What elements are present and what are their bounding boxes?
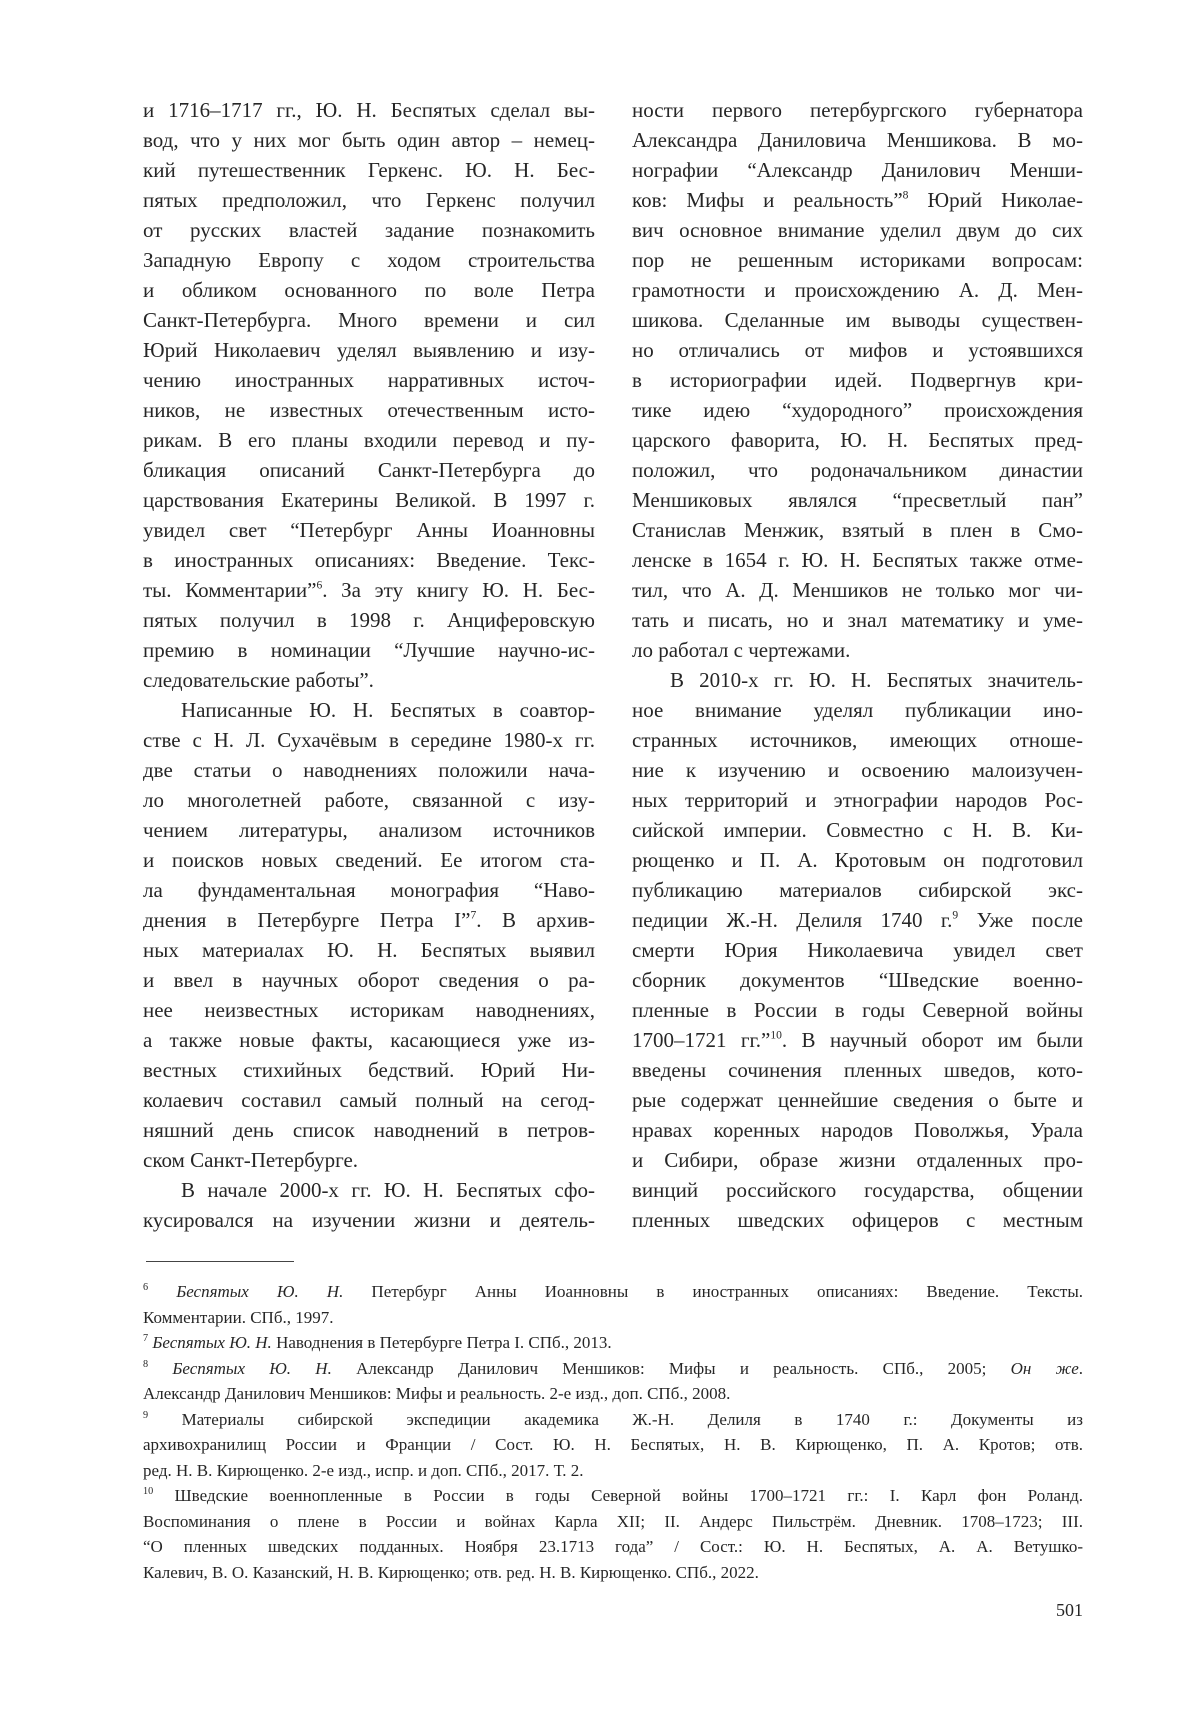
- footnotes: [143, 1279, 1083, 1585]
- text-line: [143, 995, 595, 1025]
- text-line: [143, 1509, 1083, 1535]
- text-run: ском Санкт-Петербурге.: [143, 1148, 358, 1172]
- text-run: Юрий Николаевич уделял выявлению и изу-: [143, 338, 595, 362]
- text-run: “О пленных шведских подданных. Ноября 23.1713 года” / Сост.: Ю. Н. Беспятых, А. А. Ветушко-: [143, 1537, 1083, 1556]
- footnote-ref: 7: [470, 909, 476, 921]
- text-line: [143, 1055, 595, 1085]
- text-line: [632, 185, 1083, 215]
- text-line: [632, 545, 1083, 575]
- text-line: [632, 695, 1083, 725]
- text-line: [632, 1055, 1083, 1085]
- text-line: [143, 1175, 595, 1205]
- text-line: [143, 1356, 1083, 1382]
- text-run: ников, не известных отечественным исто-: [143, 398, 595, 422]
- text-run: в историографии идей. Подвергнув кри-: [632, 368, 1083, 392]
- text-line: [143, 935, 595, 965]
- text-run: винций российского государства, общении: [632, 1178, 1083, 1202]
- text-line: [632, 1205, 1083, 1235]
- text-line: [632, 785, 1083, 815]
- text-line: [143, 1560, 1083, 1586]
- footnote-ref: 7: [143, 1333, 148, 1344]
- text-line: [143, 395, 595, 425]
- text-line: [632, 1175, 1083, 1205]
- text-run: ков: Мифы и реальность”: [632, 188, 903, 212]
- text-run: и обликом основанного по воле Петра: [143, 278, 595, 302]
- text-line: [143, 785, 595, 815]
- text-run: ла фундаментальная монография “Наво-: [143, 878, 595, 902]
- footnote-ref: 6: [143, 1282, 148, 1293]
- text-line: [143, 95, 595, 125]
- text-run: Воспоминания о плене в России и войнах Карла XII; II. Андерс Пильстрём. Дневник. 1708–1723; III.: [143, 1512, 1083, 1531]
- text-line: [632, 1115, 1083, 1145]
- text-run: нее неизвестных историкам наводнениях,: [143, 998, 595, 1022]
- text-run: Шведские военнопленные в России в годы Северной войны 1700–1721 гг.: I. Карл фон Роланд.: [153, 1486, 1083, 1505]
- text-run: Меншиковых являлся “пресветлый пан”: [632, 488, 1083, 512]
- italic-author: Беспятых Ю. Н.: [176, 1282, 343, 1301]
- text-line: [143, 1305, 1083, 1331]
- text-line: [632, 95, 1083, 125]
- text-run: положил, что родоначальником династии: [632, 458, 1083, 482]
- text-line: [143, 1205, 595, 1235]
- text-line: [143, 1330, 1083, 1356]
- text-run: рые содержат ценнейшие сведения о быте и: [632, 1088, 1083, 1112]
- text-run: бликация описаний Санкт-Петербурга до: [143, 458, 595, 482]
- footnote-ref: 8: [903, 189, 909, 201]
- italic-author: Беспятых Ю. Н.: [172, 1359, 331, 1378]
- text-run: но отличались от мифов и устоявшихся: [632, 338, 1083, 362]
- text-line: [143, 245, 595, 275]
- text-run: ты. Комментарии”: [143, 578, 316, 602]
- text-line: [632, 455, 1083, 485]
- text-run: ное внимание уделял публикации ино-: [632, 698, 1083, 722]
- text-line: [143, 605, 595, 635]
- text-run: публикацию материалов сибирской экс-: [632, 878, 1083, 902]
- left-text-column: [143, 95, 595, 1235]
- text-run: Александра Даниловича Меншикова. В мо-: [632, 128, 1083, 152]
- text-run: и поисков новых сведений. Ее итогом ста-: [143, 848, 595, 872]
- text-run: ных материалах Ю. Н. Беспятых выявил: [143, 938, 595, 962]
- text-run: Александр Данилович Меншиков: Мифы и реальность. СПб., 2005;: [332, 1359, 1011, 1378]
- text-line: [143, 365, 595, 395]
- text-run: Петербург Анны Иоанновны в иностранных описаниях: Введение. Тексты.: [343, 1282, 1083, 1301]
- text-run: В начале 2000-х гг. Ю. Н. Беспятых сфо-: [181, 1178, 595, 1202]
- text-line: [632, 965, 1083, 995]
- text-run: колаевич составил самый полный на сегод-: [143, 1088, 595, 1112]
- text-line: [143, 155, 595, 185]
- text-line: [143, 455, 595, 485]
- text-line: [143, 1381, 1083, 1407]
- text-line: [632, 215, 1083, 245]
- text-line: [632, 995, 1083, 1025]
- text-run: нографии “Александр Данилович Менши-: [632, 158, 1083, 182]
- text-run: Уже после: [958, 908, 1083, 932]
- text-run: пятых предположил, что Геркенс получил: [143, 188, 595, 212]
- right-text-column: [632, 95, 1083, 1235]
- text-run: пленные в России в годы Северной войны: [632, 998, 1083, 1022]
- text-run: пятых получил в 1998 г. Анциферовскую: [143, 608, 595, 632]
- text-run: вод, что у них мог быть один автор – немец-: [143, 128, 595, 152]
- text-run: Станислав Менжик, взятый в плен в Смо-: [632, 518, 1083, 542]
- text-line: [143, 125, 595, 155]
- text-line: [143, 845, 595, 875]
- text-run: чению иностранных нарративных источ-: [143, 368, 595, 392]
- text-run: ред. Н. В. Кирющенко. 2-е изд., испр. и доп. СПб., 2017. Т. 2.: [143, 1461, 584, 1480]
- text-line: [143, 755, 595, 785]
- text-line: [632, 515, 1083, 545]
- text-run: сийской империи. Совместно с Н. В. Ки-: [632, 818, 1083, 842]
- text-run: днения в Петербурге Петра I”: [143, 908, 470, 932]
- text-run: грамотности и происхождению А. Д. Мен-: [632, 278, 1083, 302]
- text-run: пор не решенным историками вопросам:: [632, 248, 1083, 272]
- text-line: [632, 905, 1083, 935]
- text-run: ленске в 1654 г. Ю. Н. Беспятых также отме-: [632, 548, 1083, 572]
- text-run: рикам. В его планы входили перевод и пу-: [143, 428, 595, 452]
- text-line: [143, 635, 595, 665]
- text-run: Западную Европу с ходом строительства: [143, 248, 595, 272]
- footnote-ref: 9: [143, 1409, 148, 1420]
- text-line: [143, 665, 595, 695]
- text-run: следовательские работы”.: [143, 668, 374, 692]
- text-line: [143, 1085, 595, 1115]
- text-run: Санкт-Петербурга. Много времени и сил: [143, 308, 595, 332]
- text-run: . За эту книгу Ю. Н. Бес-: [322, 578, 595, 602]
- text-line: [632, 425, 1083, 455]
- text-line: [632, 275, 1083, 305]
- page-number: 501: [1056, 1598, 1083, 1622]
- text-run: вестных стихийных бедствий. Юрий Ни-: [143, 1058, 595, 1082]
- text-run: кусировался на изучении жизни и деятель-: [143, 1208, 595, 1232]
- text-run: няшний день список наводнений в петров-: [143, 1118, 595, 1142]
- text-run: вич основное внимание уделил двум до сих: [632, 218, 1083, 242]
- text-run: странных источников, имеющих отноше-: [632, 728, 1083, 752]
- text-line: [143, 425, 595, 455]
- text-line: [143, 305, 595, 335]
- text-run: Наводнения в Петербурге Петра I. СПб., 2013.: [272, 1333, 612, 1352]
- italic-author: Беспятых Ю. Н.: [152, 1333, 271, 1352]
- text-line: [632, 605, 1083, 635]
- text-run: Юрий Николае-: [908, 188, 1083, 212]
- text-line: [143, 965, 595, 995]
- text-run: ние к изучению и освоению малоизучен-: [632, 758, 1083, 782]
- text-line: [143, 1145, 595, 1175]
- italic-author: Он же: [1011, 1359, 1079, 1378]
- text-run: премию в номинации “Лучшие научно-ис-: [143, 638, 595, 662]
- text-line: [143, 485, 595, 515]
- footnote-divider: [146, 1261, 294, 1262]
- text-line: [632, 635, 1083, 665]
- text-run: . В архив-: [476, 908, 595, 932]
- text-run: [148, 1359, 172, 1378]
- text-line: [632, 875, 1083, 905]
- text-line: [632, 125, 1083, 155]
- text-run: стве с Н. Л. Сухачёвым в середине 1980-х гг.: [143, 728, 595, 752]
- text-run: а также новые факты, касающиеся уже из-: [143, 1028, 595, 1052]
- text-line: [632, 395, 1083, 425]
- text-run: [148, 1282, 176, 1301]
- text-line: [632, 725, 1083, 755]
- text-line: [632, 365, 1083, 395]
- text-line: [632, 1085, 1083, 1115]
- text-line: [143, 875, 595, 905]
- text-run: тать и писать, но и знал математику и уме-: [632, 608, 1083, 632]
- text-line: [632, 305, 1083, 335]
- text-run: 1700–1721 гг.”: [632, 1028, 770, 1052]
- text-line: [143, 545, 595, 575]
- text-run: . В научный оборот им были: [782, 1028, 1083, 1052]
- text-run: смерти Юрия Николаевича увидел свет: [632, 938, 1083, 962]
- text-line: [632, 935, 1083, 965]
- text-line: [632, 245, 1083, 275]
- text-run: ных территорий и этнографии народов Рос-: [632, 788, 1083, 812]
- text-line: [143, 335, 595, 365]
- footnote-ref: 6: [316, 579, 322, 591]
- text-run: царского фаворита, Ю. Н. Беспятых пред-: [632, 428, 1083, 452]
- text-run: тике идею “худородного” происхождения: [632, 398, 1083, 422]
- text-run: две статьи о наводнениях положили нача-: [143, 758, 595, 782]
- text-line: [143, 515, 595, 545]
- text-run: В 2010-х гг. Ю. Н. Беспятых значитель-: [670, 668, 1083, 692]
- text-run: ности первого петербургского губернатора: [632, 98, 1083, 122]
- text-line: [632, 755, 1083, 785]
- footnote-ref: 9: [952, 909, 958, 921]
- text-run: чением литературы, анализом источников: [143, 818, 595, 842]
- text-run: .: [1079, 1359, 1083, 1378]
- text-line: [143, 1483, 1083, 1509]
- text-run: и ввел в научных оборот сведения о ра-: [143, 968, 595, 992]
- text-line: [143, 1115, 595, 1145]
- footnote-ref: 8: [143, 1358, 148, 1369]
- text-line: [143, 695, 595, 725]
- text-run: тил, что А. Д. Меншиков не только мог чи-: [632, 578, 1083, 602]
- text-line: [632, 155, 1083, 185]
- text-line: [143, 1407, 1083, 1433]
- text-line: [632, 1145, 1083, 1175]
- text-line: [632, 1025, 1083, 1055]
- text-line: [632, 845, 1083, 875]
- text-run: Калевич, В. О. Казанский, Н. В. Кирющенко; отв. ред. Н. В. Кирющенко. СПб., 2022.: [143, 1563, 759, 1582]
- text-line: [143, 185, 595, 215]
- text-run: введены сочинения пленных шведов, кото-: [632, 1058, 1083, 1082]
- text-line: [632, 575, 1083, 605]
- text-line: [143, 815, 595, 845]
- text-run: в иностранных описаниях: Введение. Текс-: [143, 548, 595, 572]
- text-line: [143, 1279, 1083, 1305]
- text-run: Написанные Ю. Н. Беспятых в соавтор-: [181, 698, 595, 722]
- text-line: [632, 485, 1083, 515]
- text-run: ло многолетней работе, связанной с изу-: [143, 788, 595, 812]
- text-line: [143, 905, 595, 935]
- text-line: [632, 335, 1083, 365]
- text-run: кий путешественник Геркенс. Ю. Н. Бес-: [143, 158, 595, 182]
- text-run: Александр Данилович Меншиков: Мифы и реальность. 2-е изд., доп. СПб., 2008.: [143, 1384, 730, 1403]
- text-run: царствования Екатерины Великой. В 1997 г.: [143, 488, 595, 512]
- text-run: Комментарии. СПб., 1997.: [143, 1308, 333, 1327]
- text-run: архивохранилищ России и Франции / Сост. Ю. Н. Беспятых, Н. В. Кирющенко, П. А. Кротов; отв.: [143, 1435, 1083, 1454]
- text-line: [143, 1458, 1083, 1484]
- text-run: рющенко и П. А. Кротовым он подготовил: [632, 848, 1083, 872]
- text-run: от русских властей задание познакомить: [143, 218, 595, 242]
- text-line: [143, 275, 595, 305]
- text-line: [632, 815, 1083, 845]
- text-run: нравах коренных народов Поволжья, Урала: [632, 1118, 1083, 1142]
- text-line: [143, 725, 595, 755]
- text-run: педиции Ж.-Н. Делиля 1740 г.: [632, 908, 952, 932]
- text-line: [632, 665, 1083, 695]
- text-run: увидел свет “Петербург Анны Иоанновны: [143, 518, 595, 542]
- footnote-ref: 10: [770, 1029, 782, 1041]
- text-run: пленных шведских офицеров с местным: [632, 1208, 1083, 1232]
- footnote-ref: 10: [143, 1486, 153, 1497]
- text-line: [143, 1025, 595, 1055]
- text-line: [143, 215, 595, 245]
- text-run: Материалы сибирской экспедиции академика Ж.-Н. Делиля в 1740 г.: Документы из: [148, 1410, 1083, 1429]
- text-run: шикова. Сделанные им выводы существен-: [632, 308, 1083, 332]
- text-run: сборник документов “Шведские военно-: [632, 968, 1083, 992]
- text-run: и 1716–1717 гг., Ю. Н. Беспятых сделал вы-: [143, 98, 595, 122]
- text-run: и Сибири, образе жизни отдаленных про-: [632, 1148, 1083, 1172]
- text-line: [143, 1432, 1083, 1458]
- text-line: [143, 575, 595, 605]
- text-run: ло работал с чертежами.: [632, 638, 850, 662]
- text-line: [143, 1534, 1083, 1560]
